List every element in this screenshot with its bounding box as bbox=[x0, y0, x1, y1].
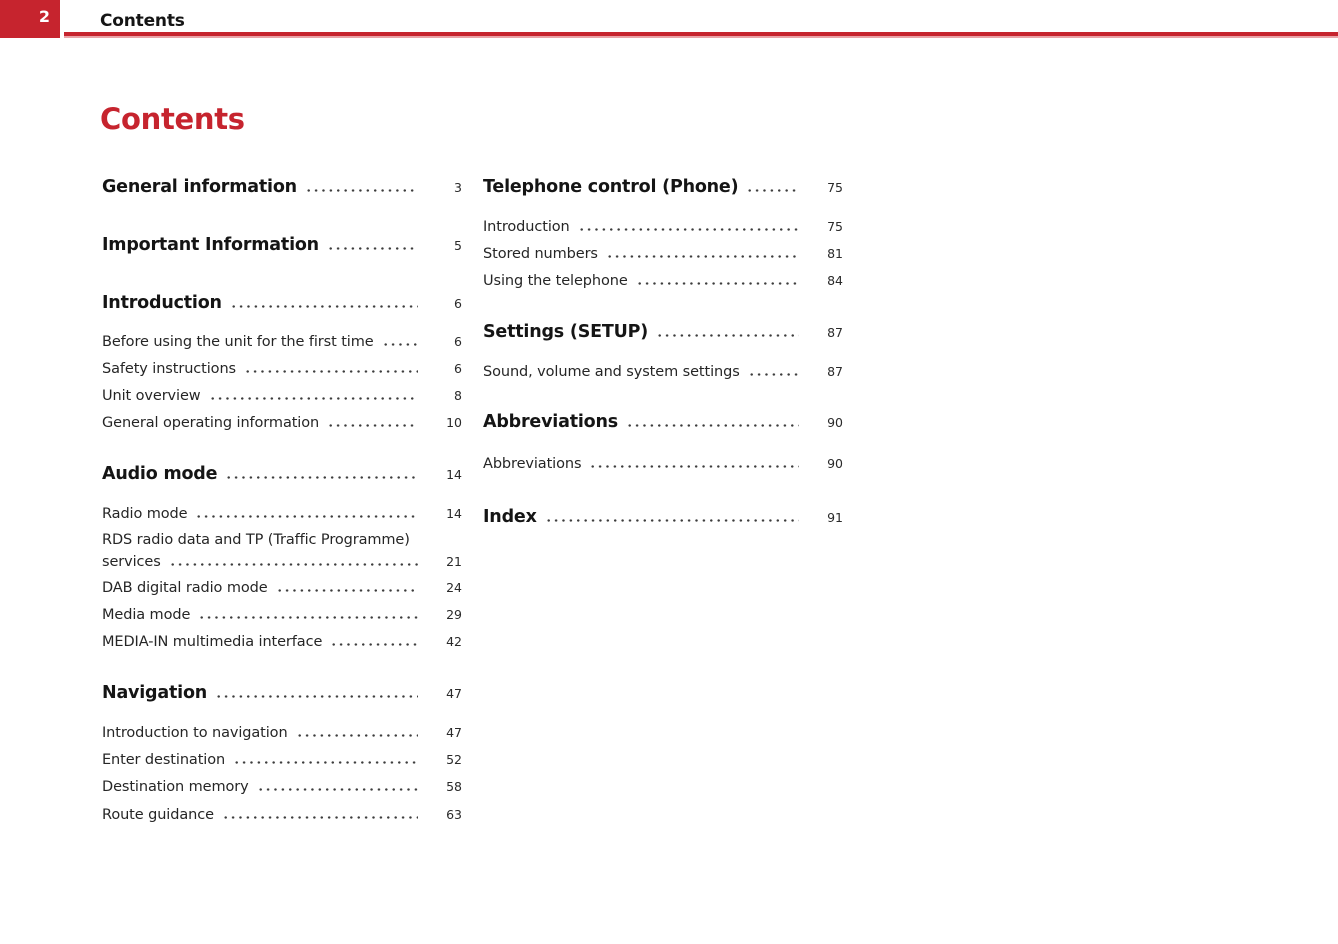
toc-entry-label: Enter destination bbox=[102, 752, 226, 768]
dot-leader bbox=[244, 370, 418, 373]
toc-entry-page: 5 bbox=[454, 238, 462, 253]
toc-entry bbox=[483, 216, 843, 238]
toc-entry-label: Destination memory bbox=[102, 779, 249, 795]
toc-entry-label: DAB digital radio mode bbox=[102, 580, 268, 596]
dot-leader bbox=[230, 305, 418, 308]
toc-entry bbox=[102, 776, 462, 798]
toc-entry-page: 91 bbox=[827, 510, 843, 525]
toc-entry-page: 63 bbox=[446, 807, 462, 822]
toc-entry bbox=[102, 331, 462, 353]
toc-entry-page: 58 bbox=[446, 779, 462, 794]
toc-entry-page: 81 bbox=[827, 246, 843, 261]
toc-entry-label: Audio mode bbox=[102, 464, 218, 484]
toc-entry bbox=[483, 270, 843, 292]
toc-entry-label: General operating information bbox=[102, 415, 320, 431]
dot-leader bbox=[169, 563, 418, 566]
dot-leader bbox=[222, 816, 418, 819]
toc-entry-label: Telephone control (Phone) bbox=[483, 177, 739, 197]
dot-leader bbox=[257, 788, 418, 791]
toc-heading bbox=[483, 411, 843, 434]
toc-entry bbox=[102, 385, 462, 407]
toc-entry-page: 8 bbox=[454, 388, 462, 403]
toc-heading bbox=[102, 176, 462, 199]
toc-entry-page: 75 bbox=[827, 219, 843, 234]
toc-entry-label: Before using the unit for the first time bbox=[102, 334, 374, 350]
dot-leader bbox=[589, 465, 799, 468]
toc-entry-wrapped-line bbox=[102, 530, 462, 551]
toc-entry-label: Index bbox=[483, 507, 537, 527]
page-number: 2 bbox=[38, 7, 50, 26]
toc-entry-label: Safety instructions bbox=[102, 361, 237, 377]
page-title: Contents bbox=[100, 102, 245, 136]
toc-entry-page: 84 bbox=[827, 273, 843, 288]
dot-leader bbox=[195, 515, 418, 518]
toc-entry bbox=[483, 453, 843, 475]
toc-entry-page: 6 bbox=[454, 296, 462, 311]
dot-leader bbox=[545, 519, 799, 522]
toc-entry-page: 87 bbox=[827, 364, 843, 379]
dot-leader bbox=[330, 643, 418, 646]
toc-entry bbox=[102, 551, 462, 573]
toc-heading bbox=[483, 176, 843, 199]
toc-entry-label: RDS radio data and TP (Traffic Programme) bbox=[102, 532, 410, 548]
toc-entry-label: services bbox=[102, 554, 161, 570]
dot-leader bbox=[209, 397, 418, 400]
toc-entry-page: 75 bbox=[827, 180, 843, 195]
toc-entry-label: Route guidance bbox=[102, 807, 214, 823]
toc-entry-page: 14 bbox=[446, 467, 462, 482]
toc-entry-page: 90 bbox=[827, 415, 843, 430]
toc-entry-label: Sound, volume and system settings bbox=[483, 364, 740, 380]
toc-entry-page: 90 bbox=[827, 456, 843, 471]
toc-entry bbox=[102, 577, 462, 599]
toc-heading bbox=[483, 321, 843, 344]
dot-leader bbox=[215, 695, 418, 698]
dot-leader bbox=[626, 424, 799, 427]
toc-entry-label: Abbreviations bbox=[483, 412, 618, 432]
dot-leader bbox=[327, 247, 418, 250]
toc-entry-page: 14 bbox=[446, 506, 462, 521]
toc-entry bbox=[102, 604, 462, 626]
toc-entry bbox=[102, 631, 462, 653]
toc-entry-page: 87 bbox=[827, 325, 843, 340]
toc-entry-label: Introduction bbox=[102, 293, 222, 313]
toc-entry-page: 47 bbox=[446, 725, 462, 740]
header-rule bbox=[0, 32, 1338, 38]
dot-leader bbox=[382, 343, 418, 346]
page-number-box bbox=[0, 0, 64, 38]
toc-entry bbox=[102, 412, 462, 434]
dot-leader bbox=[578, 228, 799, 231]
toc-entry-page: 6 bbox=[454, 361, 462, 376]
toc-heading bbox=[102, 234, 462, 257]
toc-entry-page: 52 bbox=[446, 752, 462, 767]
dot-leader bbox=[327, 424, 418, 427]
dot-leader bbox=[305, 189, 418, 192]
toc-entry-label: Introduction bbox=[483, 219, 570, 235]
toc-entry bbox=[102, 749, 462, 771]
toc-heading bbox=[483, 506, 843, 529]
toc-entry-label: Stored numbers bbox=[483, 246, 598, 262]
toc-entry bbox=[102, 722, 462, 744]
dot-leader bbox=[233, 761, 418, 764]
toc-heading bbox=[102, 682, 462, 705]
toc-heading bbox=[102, 292, 462, 315]
toc-entry-page: 21 bbox=[446, 554, 462, 569]
toc-heading bbox=[102, 463, 462, 486]
toc-entry-label: Using the telephone bbox=[483, 273, 628, 289]
dot-leader bbox=[606, 255, 799, 258]
toc-entry-label: Introduction to navigation bbox=[102, 725, 288, 741]
toc-entry-label: Abbreviations bbox=[483, 456, 582, 472]
toc-entry-label: Media mode bbox=[102, 607, 191, 623]
dot-leader bbox=[296, 734, 418, 737]
toc-entry-label: MEDIA-IN multimedia interface bbox=[102, 634, 323, 650]
toc-entry-label: Radio mode bbox=[102, 506, 188, 522]
toc-entry-page: 6 bbox=[454, 334, 462, 349]
toc-entry bbox=[102, 358, 462, 380]
toc-entry-label: Unit overview bbox=[102, 388, 201, 404]
dot-leader bbox=[198, 616, 418, 619]
dot-leader bbox=[746, 189, 799, 192]
toc-entry-page: 42 bbox=[446, 634, 462, 649]
toc-entry-page: 47 bbox=[446, 686, 462, 701]
toc-entry bbox=[483, 361, 843, 383]
toc-entry-label: Important Information bbox=[102, 235, 319, 255]
toc-entry bbox=[102, 804, 462, 826]
toc-entry-page: 10 bbox=[446, 415, 462, 430]
toc-entry-page: 29 bbox=[446, 607, 462, 622]
toc-entry bbox=[483, 243, 843, 265]
dot-leader bbox=[636, 282, 799, 285]
dot-leader bbox=[276, 589, 418, 592]
toc-entry bbox=[102, 503, 462, 525]
header-section-title: Contents bbox=[100, 11, 185, 31]
toc-entry-label: Settings (SETUP) bbox=[483, 322, 649, 342]
toc-entry-label: Navigation bbox=[102, 683, 208, 703]
toc-entry-label: General information bbox=[102, 177, 297, 197]
toc-entry-page: 3 bbox=[454, 180, 462, 195]
dot-leader bbox=[656, 334, 799, 337]
dot-leader bbox=[748, 373, 799, 376]
toc-entry-page: 24 bbox=[446, 580, 462, 595]
dot-leader bbox=[225, 476, 418, 479]
